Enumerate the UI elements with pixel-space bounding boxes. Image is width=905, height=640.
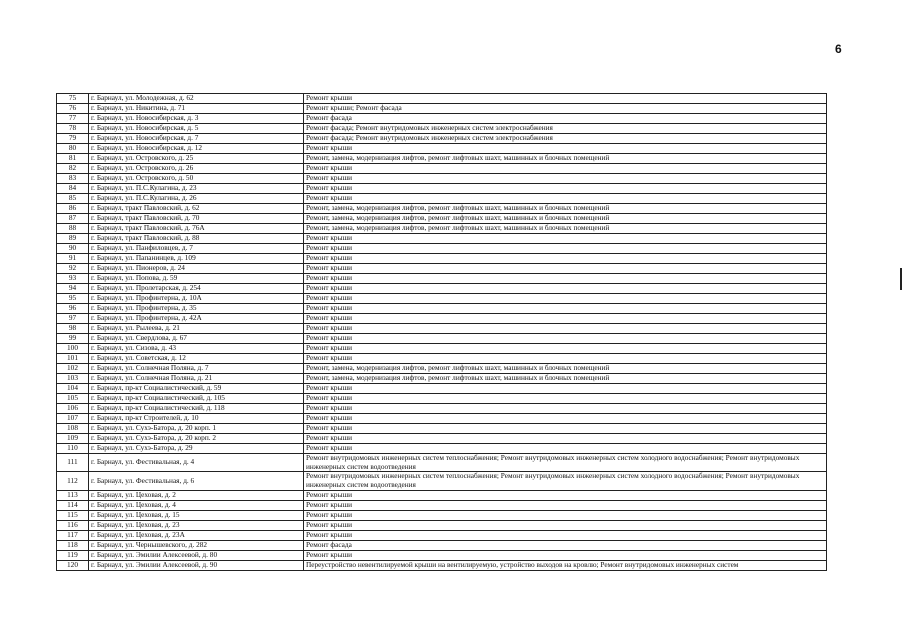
row-number: 76: [57, 104, 89, 114]
works-cell: Ремонт крыши: [304, 334, 827, 344]
address-cell: г. Барнаул, ул. Новосибирская, д. 3: [89, 114, 304, 124]
works-cell: Ремонт крыши: [304, 294, 827, 304]
table-row: [57, 364, 827, 374]
address-cell: г. Барнаул, ул. Никитина, д. 71: [89, 104, 304, 114]
row-number: 85: [57, 194, 89, 204]
row-number: 109: [57, 434, 89, 444]
row-number: 105: [57, 394, 89, 404]
row-number: 106: [57, 404, 89, 414]
table-row: [57, 204, 827, 214]
row-number: 79: [57, 134, 89, 144]
address-cell: г. Барнаул, ул. Профинтерна, д. 10А: [89, 294, 304, 304]
table-body: [57, 94, 827, 571]
table-row: [57, 194, 827, 204]
address-cell: г. Барнаул, тракт Павловский, д. 70: [89, 214, 304, 224]
row-number: 110: [57, 444, 89, 454]
works-cell: Ремонт крыши: [304, 490, 827, 500]
address-cell: г. Барнаул, ул. Островского, д. 26: [89, 164, 304, 174]
works-cell: Ремонт фасада: [304, 114, 827, 124]
table-row: [57, 414, 827, 424]
row-number: 80: [57, 144, 89, 154]
address-cell: г. Барнаул, тракт Павловский, д. 88: [89, 234, 304, 244]
works-cell: Ремонт крыши: [304, 394, 827, 404]
margin-mark: [900, 268, 902, 290]
row-number: 117: [57, 530, 89, 540]
table-row: [57, 354, 827, 364]
address-cell: г. Барнаул, ул. Новосибирская, д. 7: [89, 134, 304, 144]
table-row: [57, 520, 827, 530]
works-cell: Ремонт крыши: [304, 414, 827, 424]
works-cell: Ремонт внутридомовых инженерных систем теплоснабжения; Ремонт внутридомовых инженерных систем холодного водоснабжения; Ремонт внутридомовых инженерных систем водоотведения: [304, 454, 827, 472]
row-number: 81: [57, 154, 89, 164]
row-number: 119: [57, 550, 89, 560]
works-cell: Ремонт крыши: [304, 174, 827, 184]
row-number: 75: [57, 94, 89, 104]
row-number: 84: [57, 184, 89, 194]
row-number: 101: [57, 354, 89, 364]
row-number: 78: [57, 124, 89, 134]
row-number: 83: [57, 174, 89, 184]
works-cell: Ремонт, замена, модернизация лифтов, ремонт лифтовых шахт, машинных и блочных помещений: [304, 374, 827, 384]
row-number: 97: [57, 314, 89, 324]
table-row: [57, 94, 827, 104]
address-cell: г. Барнаул, ул. Пролетарская, д. 254: [89, 284, 304, 294]
address-cell: г. Барнаул, ул. Рылеева, д. 21: [89, 324, 304, 334]
address-cell: г. Барнаул, ул. Эмилии Алексеевой, д. 90: [89, 560, 304, 570]
row-number: 115: [57, 510, 89, 520]
table-row: [57, 164, 827, 174]
address-cell: г. Барнаул, ул. Цеховая, д. 2: [89, 490, 304, 500]
works-cell: Ремонт крыши: [304, 184, 827, 194]
works-cell: Ремонт крыши: [304, 264, 827, 274]
works-cell: Переустройство невентилируемой крыши на вентилируемую, устройство выходов на кровлю; Ремонт внутридомовых инженерных систем: [304, 560, 827, 570]
row-number: 93: [57, 274, 89, 284]
works-cell: Ремонт, замена, модернизация лифтов, ремонт лифтовых шахт, машинных и блочных помещений: [304, 364, 827, 374]
works-cell: Ремонт крыши: [304, 424, 827, 434]
row-number: 108: [57, 424, 89, 434]
row-number: 113: [57, 490, 89, 500]
address-cell: г. Барнаул, ул. Эмилии Алексеевой, д. 80: [89, 550, 304, 560]
address-cell: г. Барнаул, ул. П.С.Кулагина, д. 23: [89, 184, 304, 194]
address-cell: г. Барнаул, ул. Новосибирская, д. 5: [89, 124, 304, 134]
table-row: [57, 444, 827, 454]
table-row: [57, 490, 827, 500]
address-cell: г. Барнаул, пр-кт Социалистический, д. 118: [89, 404, 304, 414]
address-cell: г. Барнаул, пр-кт Строителей, д. 10: [89, 414, 304, 424]
table-row: [57, 540, 827, 550]
address-cell: г. Барнаул, ул. Свердлова, д. 67: [89, 334, 304, 344]
page-number: 6: [835, 42, 842, 56]
row-number: 90: [57, 244, 89, 254]
address-cell: г. Барнаул, пр-кт Социалистический, д. 105: [89, 394, 304, 404]
works-cell: Ремонт крыши: [304, 244, 827, 254]
works-cell: Ремонт крыши: [304, 550, 827, 560]
row-number: 91: [57, 254, 89, 264]
works-cell: Ремонт крыши: [304, 354, 827, 364]
row-number: 99: [57, 334, 89, 344]
works-cell: Ремонт крыши: [304, 510, 827, 520]
address-cell: г. Барнаул, ул. Новосибирская, д. 12: [89, 144, 304, 154]
table-row: [57, 510, 827, 520]
address-cell: г. Барнаул, ул. Фестивальная, д. 6: [89, 472, 304, 490]
table-row: [57, 500, 827, 510]
table-row: [57, 314, 827, 324]
table-row: [57, 244, 827, 254]
address-cell: г. Барнаул, ул. Цеховая, д. 4: [89, 500, 304, 510]
row-number: 82: [57, 164, 89, 174]
works-cell: Ремонт крыши: [304, 520, 827, 530]
works-cell: Ремонт крыши: [304, 304, 827, 314]
works-cell: Ремонт крыши: [304, 500, 827, 510]
works-cell: Ремонт, замена, модернизация лифтов, ремонт лифтовых шахт, машинных и блочных помещений: [304, 224, 827, 234]
works-cell: Ремонт, замена, модернизация лифтов, ремонт лифтовых шахт, машинных и блочных помещений: [304, 154, 827, 164]
table-row: [57, 114, 827, 124]
table-row: [57, 472, 827, 490]
address-cell: г. Барнаул, ул. Молодежная, д. 62: [89, 94, 304, 104]
works-cell: Ремонт крыши: [304, 164, 827, 174]
row-number: 100: [57, 344, 89, 354]
works-cell: Ремонт крыши: [304, 194, 827, 204]
address-cell: г. Барнаул, ул. Профинтерна, д. 42А: [89, 314, 304, 324]
table-row: [57, 134, 827, 144]
table-row: [57, 184, 827, 194]
table-row: [57, 550, 827, 560]
works-cell: Ремонт крыши: [304, 344, 827, 354]
row-number: 94: [57, 284, 89, 294]
row-number: 96: [57, 304, 89, 314]
works-cell: Ремонт крыши: [304, 324, 827, 334]
address-cell: г. Барнаул, ул. Чернышевского, д. 282: [89, 540, 304, 550]
works-cell: Ремонт крыши: [304, 274, 827, 284]
address-cell: г. Барнаул, ул. Сухэ-Батора, д. 20 корп. 1: [89, 424, 304, 434]
works-cell: Ремонт крыши: [304, 234, 827, 244]
row-number: 92: [57, 264, 89, 274]
row-number: 116: [57, 520, 89, 530]
address-cell: г. Барнаул, ул. Советская, д. 12: [89, 354, 304, 364]
works-cell: Ремонт, замена, модернизация лифтов, ремонт лифтовых шахт, машинных и блочных помещений: [304, 204, 827, 214]
works-cell: Ремонт крыши: [304, 144, 827, 154]
table-row: [57, 144, 827, 154]
table-row: [57, 304, 827, 314]
row-number: 118: [57, 540, 89, 550]
table-row: [57, 264, 827, 274]
row-number: 103: [57, 374, 89, 384]
table-row: [57, 434, 827, 444]
address-cell: г. Барнаул, ул. Цеховая, д. 15: [89, 510, 304, 520]
row-number: 102: [57, 364, 89, 374]
row-number: 120: [57, 560, 89, 570]
works-table: [56, 93, 827, 571]
address-cell: г. Барнаул, ул. Цеховая, д. 23А: [89, 530, 304, 540]
row-number: 86: [57, 204, 89, 214]
table-row: [57, 254, 827, 264]
table-row: [57, 560, 827, 570]
row-number: 95: [57, 294, 89, 304]
row-number: 112: [57, 472, 89, 490]
table-row: [57, 124, 827, 134]
address-cell: г. Барнаул, пр-кт Социалистический, д. 59: [89, 384, 304, 394]
address-cell: г. Барнаул, ул. Островского, д. 25: [89, 154, 304, 164]
address-cell: г. Барнаул, ул. Папанинцев, д. 109: [89, 254, 304, 264]
row-number: 89: [57, 234, 89, 244]
address-cell: г. Барнаул, ул. Сухэ-Батора, д. 29: [89, 444, 304, 454]
table-row: [57, 214, 827, 224]
works-cell: Ремонт фасада: [304, 540, 827, 550]
row-number: 104: [57, 384, 89, 394]
row-number: 98: [57, 324, 89, 334]
address-cell: г. Барнаул, ул. Пионеров, д. 24: [89, 264, 304, 274]
works-cell: Ремонт внутридомовых инженерных систем теплоснабжения; Ремонт внутридомовых инженерных систем холодного водоснабжения; Ремонт внутридомовых инженерных систем водоотведения: [304, 472, 827, 490]
table-row: [57, 224, 827, 234]
works-cell: Ремонт крыши: [304, 254, 827, 264]
table-row: [57, 294, 827, 304]
table-row: [57, 394, 827, 404]
works-cell: Ремонт крыши: [304, 314, 827, 324]
works-cell: Ремонт крыши: [304, 444, 827, 454]
table-row: [57, 274, 827, 284]
address-cell: г. Барнаул, ул. Сухэ-Батора, д. 20 корп. 2: [89, 434, 304, 444]
table-row: [57, 234, 827, 244]
works-cell: Ремонт крыши: [304, 434, 827, 444]
address-cell: г. Барнаул, тракт Павловский, д. 62: [89, 204, 304, 214]
table-row: [57, 454, 827, 472]
row-number: 111: [57, 454, 89, 472]
table-row: [57, 104, 827, 114]
address-cell: г. Барнаул, ул. Цеховая, д. 23: [89, 520, 304, 530]
table-row: [57, 174, 827, 184]
works-cell: Ремонт крыши: [304, 94, 827, 104]
row-number: 77: [57, 114, 89, 124]
row-number: 88: [57, 224, 89, 234]
address-cell: г. Барнаул, ул. Фестивальная, д. 4: [89, 454, 304, 472]
address-cell: г. Барнаул, ул. Сизова, д. 43: [89, 344, 304, 354]
table-row: [57, 344, 827, 354]
address-cell: г. Барнаул, ул. Островского, д. 50: [89, 174, 304, 184]
row-number: 87: [57, 214, 89, 224]
works-cell: Ремонт крыши: [304, 404, 827, 414]
works-cell: Ремонт крыши; Ремонт фасада: [304, 104, 827, 114]
address-cell: г. Барнаул, ул. Попова, д. 59: [89, 274, 304, 284]
address-cell: г. Барнаул, ул. Панфиловцев, д. 7: [89, 244, 304, 254]
works-cell: Ремонт крыши: [304, 284, 827, 294]
address-cell: г. Барнаул, ул. П.С.Кулагина, д. 26: [89, 194, 304, 204]
table-row: [57, 404, 827, 414]
table-row: [57, 424, 827, 434]
works-cell: Ремонт, замена, модернизация лифтов, ремонт лифтовых шахт, машинных и блочных помещений: [304, 214, 827, 224]
table-row: [57, 530, 827, 540]
works-cell: Ремонт фасада; Ремонт внутридомовых инженерных систем электроснабжения: [304, 134, 827, 144]
row-number: 114: [57, 500, 89, 510]
address-cell: г. Барнаул, тракт Павловский, д. 76А: [89, 224, 304, 234]
table-row: [57, 324, 827, 334]
table-row: [57, 374, 827, 384]
address-cell: г. Барнаул, ул. Солнечная Поляна, д. 21: [89, 374, 304, 384]
table-row: [57, 334, 827, 344]
works-cell: Ремонт крыши: [304, 384, 827, 394]
row-number: 107: [57, 414, 89, 424]
works-cell: Ремонт крыши: [304, 530, 827, 540]
table-row: [57, 284, 827, 294]
works-cell: Ремонт фасада; Ремонт внутридомовых инженерных систем электроснабжения: [304, 124, 827, 134]
address-cell: г. Барнаул, ул. Профинтерна, д. 35: [89, 304, 304, 314]
table-row: [57, 154, 827, 164]
address-cell: г. Барнаул, ул. Солнечная Поляна, д. 7: [89, 364, 304, 374]
table-row: [57, 384, 827, 394]
